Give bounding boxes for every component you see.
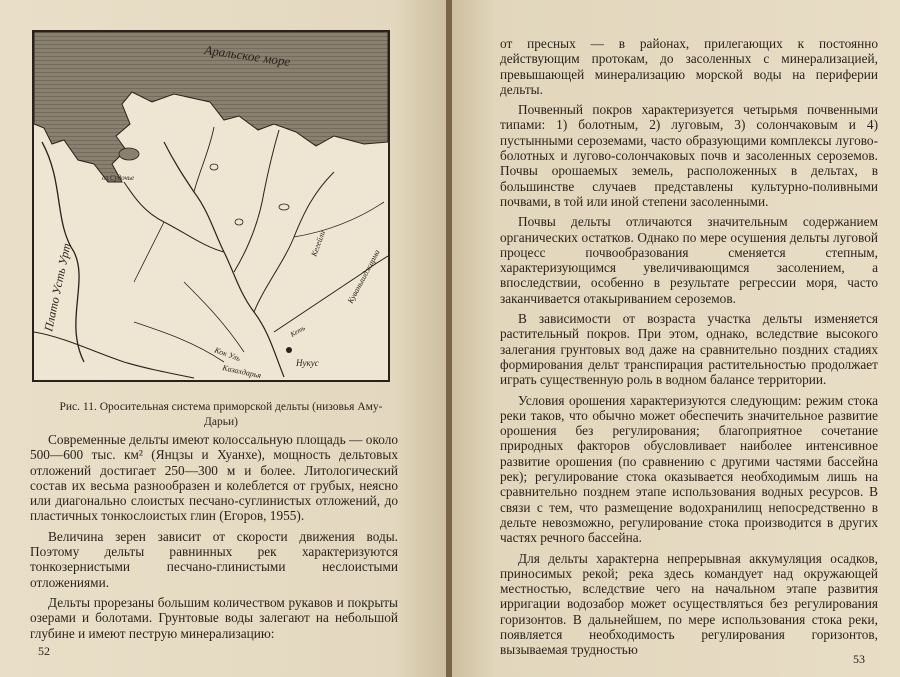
main-river — [164, 142, 284, 377]
paragraph: Дельты прорезаны большим количеством рукавов и покрыты озерами и болотами. Грунтовые воды залегают на небольшой глубине и имеют пеструю минерализацию: — [30, 594, 398, 641]
canal-line — [134, 322, 224, 362]
paragraph: Почвенный покров характеризуется четырьмя почвенными типами: 1) болотным, 2) луговым, 3) солончаковым и 4) пустынными сероземами, часто образующими комплексы лугово-болотных и лугово-солончаковых почв и засоленных сероземов. Почвы орошаемых земель, расположенных в дельтах, в большинстве случаев представлены культурно-поливными почвами, в той или иной степени засоленными. — [500, 102, 878, 209]
paragraph: от пресных — в районах, прилегающих к постоянно действующим протокам, до засоленных с минерализацией, превышающей минерализацию морской воды на периферии дельты. — [500, 36, 878, 97]
figure-caption: Рис. 11. Оросительная система приморской дельты (низовья Аму-Дарьи) — [59, 401, 383, 428]
paragraph: Почвы дельты отличаются значительным содержанием органических остатков. Однако по мере осушения дельты луговой процесс почвообразования сменяется степным, характеризующимся увеличивающимся засолением, а впоследствии, особенно в результате регрессии моря, часто заканчивается отакыриванием сероземов. — [500, 214, 878, 306]
map-label-kok-ul: Кок Уль — [213, 345, 242, 364]
paragraph: Для дельты характерна непрерывная аккумуляция осадков, приносимых рекой; река здесь командует над окружающей местностью, вследствие чего на начальном этапе развития ирригации водозабор может осуществляться без регулирования горизонтов. В дальнейшем, по мере использования стока реки, появляется необходимость регулирования горизонтов, вызываемая трудностью — [500, 550, 878, 658]
small-lake — [279, 204, 289, 210]
canal-line — [184, 282, 244, 352]
delta-map-figure — [32, 30, 390, 382]
map-label-kuvanysh: Куванышджарма — [345, 248, 382, 305]
map-label-lake: оз.Судочье — [102, 174, 135, 182]
map-label-plateau: Плато Усть Урт — [41, 241, 74, 333]
small-lake — [210, 164, 218, 170]
map-label-sea: Аральское море — [203, 42, 292, 70]
page-number-left: 52 — [38, 644, 50, 658]
map-label-kegeyli: Кегейли — [309, 229, 328, 258]
left-page-body — [30, 432, 398, 646]
map-label-nukus: Нукус — [296, 358, 319, 368]
nukus-marker — [286, 347, 292, 353]
small-lake — [235, 219, 243, 225]
map-label-kazakhdarya: Казахдарья — [221, 363, 262, 380]
page-number-right: 53 — [853, 652, 865, 666]
river-branch — [134, 222, 164, 282]
river-branch — [234, 130, 279, 272]
river-branch — [194, 127, 214, 192]
right-page-body — [500, 36, 878, 663]
paragraph: Величина зерен зависит от скорости движения воды. Поэтому дельты равнинных рек характеризуются тонкозернистыми песчано-глинистыми неслоистыми отложениями. — [30, 528, 398, 590]
river-lower — [34, 332, 194, 378]
left-page — [0, 0, 446, 677]
lake-sudochye — [119, 148, 139, 160]
paragraph: Условия орошения характеризуются следующим: режим стока реки таков, что обычно может обеспечить значительное развитие орошения без регулирования; благоприятное сочетание природных факторов обусловливает наиболее интенсивное развитие орошения (по сравнению с другими частями бассейна рек); регулирование стока оказывается необходимым лишь на сравнительно позднем этапе использования водных ресурсов. В связи с тем, что размещение водохранилищ непосредственно в дельте невозможно, регулирование стока производится в других частях речного бассейна. — [500, 392, 878, 546]
paragraph: Современные дельты имеют колоссальную площадь — около 500—600 тыс. км² (Янцзы и Хуанхе), мощность дельтовых отложений достигает 250—300 м и более. Литологический состав их весьма разнообразен и колеблется от грубых, неясно или диагонально слоистых песчано-суглинистых отложений, до пластичных тонкослоистых глин (Егоров, 1955). — [30, 432, 398, 524]
map-label-kets: Кеть — [289, 323, 307, 339]
paragraph: В зависимости от возраста участка дельты изменяется растительный покров. При этом, однако, вследствие высокого залегания грунтовых вод даже на сравнительно поздних стадиях формирования дельт транспирация растительностью продолжает играть существенную роль в водном балансе территории. — [500, 311, 878, 388]
delta-map-drawing — [34, 32, 388, 380]
